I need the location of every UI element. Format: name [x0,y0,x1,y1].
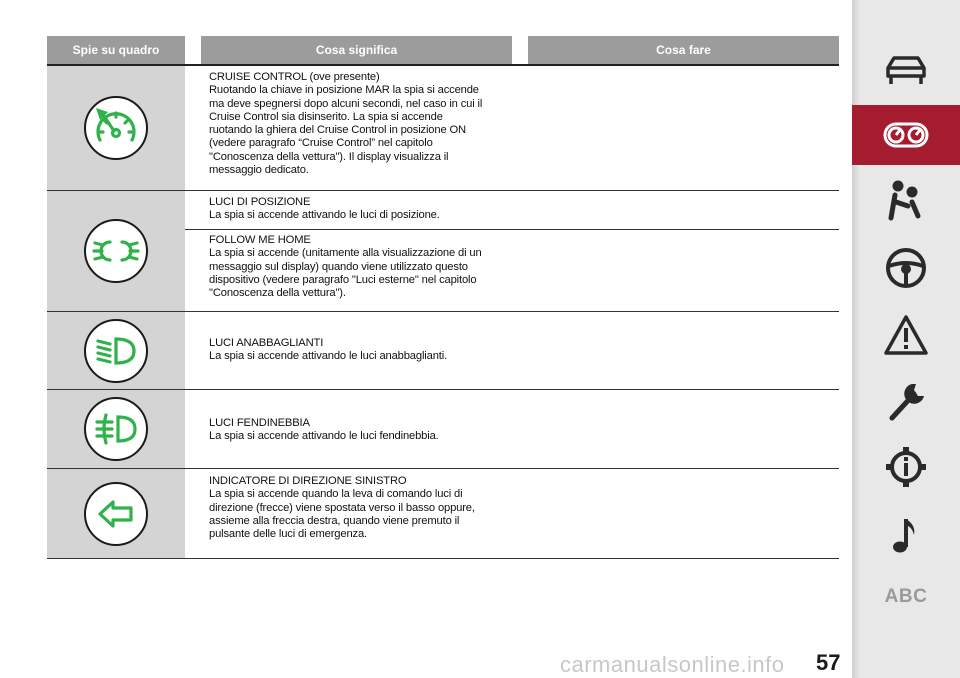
airbag-person-icon [882,178,930,222]
table-row [47,191,839,312]
table-row [47,390,839,469]
position-lights-icon [84,219,148,283]
description-cell [209,71,519,177]
music-note-icon [882,513,930,557]
sidebar-item-safety[interactable] [852,170,960,230]
wrench-icon [882,380,930,424]
header-spie-su-quadro: Spie su quadro [47,36,185,64]
table-row [47,312,839,390]
icon-cell [47,390,185,468]
sidebar-item-technical-data[interactable] [852,437,960,497]
header-cosa-significa: Cosa significa [201,36,512,64]
sidebar-item-dashboard[interactable] [852,105,960,165]
sidebar-item-index[interactable]: ABC [884,586,928,607]
left-turn-indicator-description: INDICATORE DI DIREZIONE SINISTRO La spia si accende quando la leva di comando luci di direzione (frecce) viene spostata verso il basso oppure, assieme alla freccia destra, quando viene premuto il pulsante delle luci di emergenza. [209,475,475,541]
left-turn-arrow-icon [84,482,148,546]
description-cell [209,337,519,364]
sidebar-item-warnings[interactable] [852,305,960,365]
description-cell [209,417,519,444]
icon-cell [47,469,185,558]
dashboard-gauges-icon [882,113,930,157]
row-subdivider [185,229,839,230]
car-icon [882,48,930,92]
page-number: 57 [816,650,841,675]
sidebar-item-car[interactable] [852,40,960,100]
follow-me-home-description: FOLLOW ME HOME La spia si accende (unitamente alla visualizzazione di un messaggio sul display) quando viene utilizzato questo dispositivo (vedere paragrafo "Luci esterne" nel capitolo "Conoscenza della vettura"). [209,234,482,300]
sidebar-item-steering[interactable] [852,238,960,298]
warning-lights-table [47,36,839,541]
header-cosa-fare: Cosa fare [528,36,839,64]
description-cell [209,234,519,300]
description-cell [209,196,519,223]
low-beam-icon [84,319,148,383]
cruise-control-description: CRUISE CONTROL (ove presente) Ruotando la chiave in posizione MAR la spia si accende ma deve spegnersi dopo alcuni secondi, nel caso in cui il Cruise Control sia disinserito. La spia si accende ruotando la ghiera del Cruise Control in posizione ON (vedere paragrafo “Cruise Control” nel capitolo "Conoscenza della vettura"). Il display visualizza il messaggio dedicato. [209,71,483,177]
table-row [47,469,839,559]
low-beam-description: LUCI ANABBAGLIANTI La spia si accende attivando le luci anabbaglianti. [209,337,448,363]
steering-wheel-icon [882,246,930,290]
warning-triangle-icon [882,313,930,357]
sidebar-item-multimedia[interactable] [852,505,960,565]
cruise-control-icon [84,96,148,160]
fog-lights-description: LUCI FENDINEBBIA La spia si accende attivando le luci fendinebbia. [209,417,439,443]
sidebar-item-maintenance[interactable] [852,372,960,432]
table-header [47,36,839,64]
icon-cell [47,312,185,389]
icon-cell [47,191,185,311]
description-cell [209,475,519,541]
fog-lights-icon [84,397,148,461]
icon-cell [47,66,185,190]
watermark: carmanualsonline.info [560,652,785,677]
position-lights-description: LUCI DI POSIZIONE La spia si accende attivando le luci di posizione. [209,196,440,222]
table-row [47,66,839,191]
gear-info-icon [882,445,930,489]
